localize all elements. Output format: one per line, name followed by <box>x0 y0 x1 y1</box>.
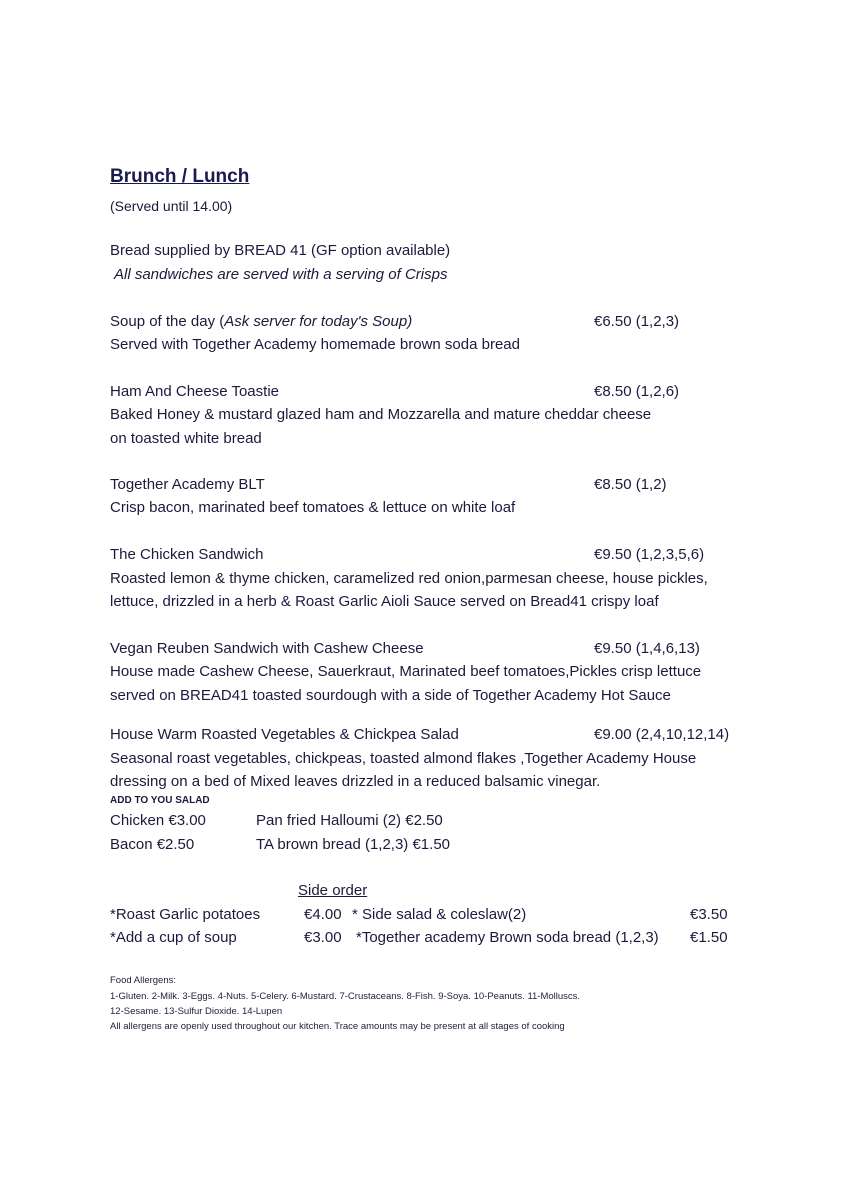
side-item-price: €3.00 <box>304 929 342 946</box>
item-description: House made Cashew Cheese, Sauerkraut, Marinated beef tomatoes,Pickles crisp lettuce <box>110 663 702 680</box>
side-item-price: €1.50 <box>690 929 728 946</box>
item-name-text: Soup of the day ( <box>110 313 225 330</box>
addon-item: Chicken €3.00 <box>110 812 206 829</box>
side-item-price: €3.50 <box>690 906 728 923</box>
item-description: served on BREAD41 toasted sourdough with a side of Together Academy Hot Sauce <box>110 687 671 704</box>
menu-item-name: Ham And Cheese Toastie <box>110 383 279 400</box>
item-description: Served with Together Academy homemade brown soda bread <box>110 336 520 353</box>
menu-item-name: The Chicken Sandwich <box>110 546 264 563</box>
served-note: (Served until 14.00) <box>110 198 233 214</box>
salad-addons-heading: ADD TO YOU SALAD <box>110 795 210 806</box>
menu-item-name: House Warm Roasted Vegetables & Chickpea Salad <box>110 726 459 743</box>
item-description: on toasted white bread <box>110 430 262 447</box>
side-item-name: * Side salad & coleslaw(2) <box>352 906 527 923</box>
menu-item-name <box>110 313 412 331</box>
crisps-note: All sandwiches are served with a serving of Crisps <box>114 266 448 283</box>
allergens-heading: Food Allergens: <box>110 975 177 986</box>
allergens-line: All allergens are openly used throughout our kitchen. Trace amounts may be present at all stages of cooking <box>110 1021 565 1032</box>
side-item-name: *Together academy Brown soda bread (1,2,3) <box>356 929 659 946</box>
item-description: Roasted lemon & thyme chicken, caramelized red onion,parmesan cheese, house pickles, <box>110 570 708 587</box>
item-price: €6.50 (1,2,3) <box>594 313 680 330</box>
allergens-line: 1-Gluten. 2-Milk. 3-Eggs. 4-Nuts. 5-Celery. 6-Mustard. 7-Crustaceans. 8-Fish. 9-Soya. 10-Peanuts. 11-Molluscs. <box>110 991 581 1002</box>
addon-item: TA brown bread (1,2,3) €1.50 <box>256 836 451 853</box>
item-price: €9.50 (1,2,3,5,6) <box>594 546 705 563</box>
item-description: dressing on a bed of Mixed leaves drizzled in a reduced balsamic vinegar. <box>110 773 601 790</box>
addon-item: Pan fried Halloumi (2) €2.50 <box>256 812 443 829</box>
item-description: Seasonal roast vegetables, chickpeas, toasted almond flakes ,Together Academy House <box>110 750 697 767</box>
item-price: €9.00 (2,4,10,12,14) <box>594 726 730 743</box>
allergens-line: 12-Sesame. 13-Sulfur Dioxide. 14-Lupen <box>110 1006 283 1017</box>
item-description: Baked Honey & mustard glazed ham and Mozzarella and mature cheddar cheese <box>110 406 652 423</box>
item-price: €9.50 (1,4,6,13) <box>594 640 700 657</box>
addon-item: Bacon €2.50 <box>110 836 195 853</box>
side-item-name: *Add a cup of soup <box>110 929 237 946</box>
item-name-italic: Ask server for today's Soup) <box>224 313 413 330</box>
menu-item-name: Together Academy BLT <box>110 476 265 493</box>
item-price: €8.50 (1,2) <box>594 476 667 493</box>
item-description: lettuce, drizzled in a herb & Roast Garlic Aioli Sauce served on Bread41 crispy loaf <box>110 593 659 610</box>
side-item-name: *Roast Garlic potatoes <box>110 906 261 923</box>
item-description: Crisp bacon, marinated beef tomatoes & lettuce on white loaf <box>110 499 516 516</box>
side-item-price: €4.00 <box>304 906 342 923</box>
side-order-heading: Side order <box>298 882 368 899</box>
bread-note: Bread supplied by BREAD 41 (GF option available) <box>110 242 451 259</box>
menu-item-name: Vegan Reuben Sandwich with Cashew Cheese <box>110 640 424 657</box>
item-price: €8.50 (1,2,6) <box>594 383 680 400</box>
page-title: Brunch / Lunch <box>110 166 250 187</box>
